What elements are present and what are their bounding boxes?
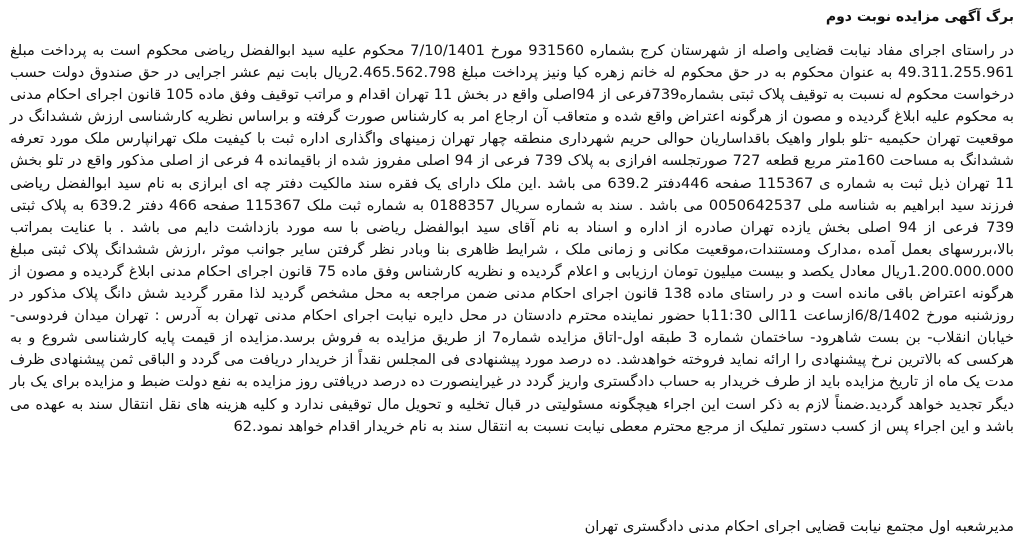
signature-line: مدیرشعبه اول مجتمع نیابت قضایی اجرای احکام مدنی دادگستری تهران xyxy=(584,518,1014,535)
notice-body-paragraph: در راستای اجرای مفاد نیابت قضایی واصله از شهرستان کرج بشماره 931560 مورخ 7/10/1401 محکوم علیه سید ابوالفضل ریاضی محکوم است به پرداخت مبلغ 49.311.255.961 به عنوان محکوم به در حق محکوم له خانم زهره کیا ونیز پرداخت مبلغ 2.465.562.798ریال بابت نیم عشر اجرایی در حق صندوق دولت حسب درخواست محکوم له نسبت به توقیف پلاک ثبتی بشماره739فرعی از 94اصلی واقع در بخش 11 تهران اقدام و مراتب توقیف وفق ماده 105 قانون اجرای احکام مدنی به محکوم علیه ابلاغ گردیده و مصون از هرگونه اعتراض واقع شده و متعاقب آن ارجاع امر به کارشناس صورت گرفته و براساس نظریه کارشناسی ارزش ششدانگ در موقعیت تهران حکیمیه -تلو بلوار واهیک باقداساریان حوالی حریم شهرداری منطقه چهار تهران زمینهای واگذاری اداره ثبت با کیفیت ملک تهرانپارس ملک مورد تعرفه ششدانگ به مساحت 160متر مربع قطعه 727 صورتجلسه افرازی به پلاک 739 فرعی از 94 اصلی مفروز شده از باقیمانده 4 فرعی از اصلی مذکور واقع در تلو بخش 11 تهران ذیل ثبت به شماره ی 115367 صفحه 446دفتر 639.2 می باشد .این ملک دارای یک فقره سند مالکیت دفتر چه ای ابرازی به نام سید ابوالفضل ریاضی فرزند سید ابراهیم به شناسه ملی 0050642537 می باشد . سند به شماره سریال 0188357 به شماره ثبت ملک 115367 صفحه 466 دفتر 639.2 به پلاک ثبتی 739 فرعی از 94 اصلی بخش یازده تهران صادره از اداره و اسناد به نام آقای سید ابوالفضل ریاضی با سه مورد بازداشت دایم می باشد . با عنایت بمراتب بالا،بررسهای بعمل آمده ،مدارک ومستندات،موقعیت مکانی و زمانی ملک ، شرایط ظاهری بنا وبادر نظر گرفتن سایر جوانب موثر ،ارزش ششدانگ پلاک ثبتی مبلغ 1.200.000.000ریال معادل یکصد و بیست میلیون تومان ارزیابی و اعلام گردیده و نظریه کارشناس وفق ماده 75 قانون اجرای احکام مدنی ابلاغ گردیده و مصون از هرگونه اعتراض باقی مانده است و در راستای ماده 138 قانون اجرای احکام مدنی ضمن مراجعه به محل مشخص گردید لذا مقرر گردید شش دانگ پلاک مذکور در روزشنبه مورخ 6/8/1402ازساعت 11الی 11:30با حضور نماینده محترم دادستان در محل دایره نیابت اجرای احکام مدنی تهران به آدرس : تهران میدان فردوسی- خیابان انقلاب- بن بست شاهرود- ساختمان شماره 3 طبقه اول-اتاق مزایده شماره7 از طریق مزایده به فروش برسد.مزایده از قیمت پایه کارشناسی شروع و به هرکسی که بالاترین نرخ پیشنهادی را ارائه نماید فروخته خواهدشد. ده درصد مورد پیشنهادی فی المجلس نقداً از خریدار دریافت می گردد و الباقی ثمن پیشنهادی ظرف مدت یک ماه از تاریخ مزایده باید از طرف خریدار به حساب دادگستری واریز گردد در غیراینصورت ده درصد دریافتی روز مزایده به نفع دولت ضبط و مزایده برای یک بار دیگر تجدید خواهد گردید.ضمناً لازم به ذکر است این اجراء هیچگونه مسئولیتی در قبال تخلیه و تحویل مال توقیفی ندارد و کلیه هزینه های نقل انتقال سند به عهده می باشد و این اجراء پس از کسب دستور تملیک از مرجع محترم معطی نیابت نسبت به انتقال سند به نام خریدار اقدام خواهد نمود.62 xyxy=(10,42,1015,435)
notice-title: برگ آگهی مزایده نوبت دوم xyxy=(825,9,1014,25)
